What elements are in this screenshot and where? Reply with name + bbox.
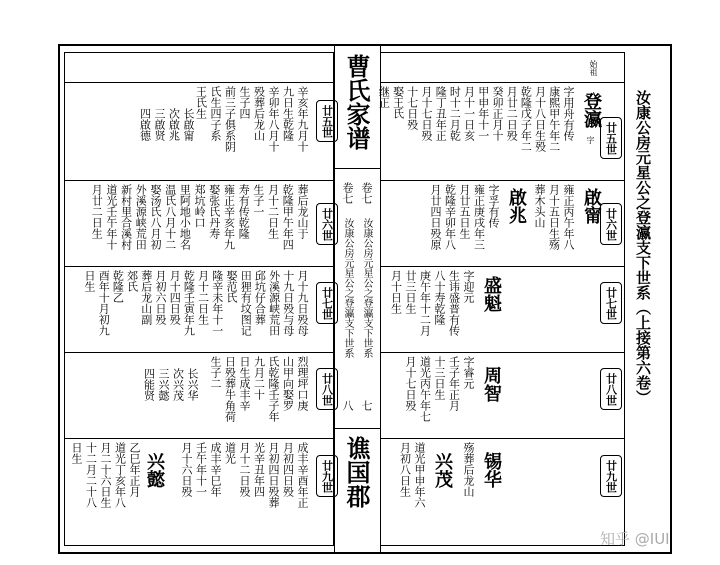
record-text-line: 月十二日生 [196,270,210,325]
record-text-line: 继正 [377,86,391,108]
record-text-line: 三啟贤 [153,108,166,141]
page-number-b: 八 [341,400,354,411]
row-divider [380,82,625,83]
row-divider [380,266,625,267]
record-text-line: 殁葬后龙山 [252,86,266,141]
record-text-line: 月廿四日殁原 [429,184,442,250]
record-text-line: 烈理坪口庚 [296,356,309,411]
record-text-line: 道光壬午年十 [104,184,118,250]
lineage-title-a: 汝康公房元星公之登瀛支下世系 [361,218,372,358]
record-text-line: 月初四日殁葬 [267,442,280,508]
generation-label-27: 廿七世 [600,282,622,324]
generation-label-26: 廿六世 [600,203,622,245]
record-text-line: 长兴华 [186,368,199,401]
record-text-line: 字孚有传 [487,184,500,228]
record-text-line: 十二月二十八 [84,442,98,508]
record-text-line: 葬木头山 [533,184,546,228]
record-text-line: 外溪源峡荒田 [267,270,281,336]
record-text-line: 里阿地小地名 [178,184,192,250]
record-text-line: 成丰辛巳年 [209,442,222,497]
record-text-line: 癸卯正月十 [491,86,504,141]
record-text-line: 殇葬后龙山 [462,442,475,497]
record-text-line: 乾隆戊子年二 [519,86,533,152]
record-text-line: 八十寿乾隆 [433,270,446,325]
record-text-line: 成丰辛酉年正 [296,442,309,508]
record-text-line: 时十二月乾 [448,86,462,141]
record-text-line: 外溪源峡荒田 [134,184,148,250]
record-text-line: 月初四日殁 [281,442,295,497]
person-name-zhouzhi: 周智 [481,366,502,402]
generation-label-29: 廿九世 [316,455,338,497]
person-name-qizhao: 啟兆 [506,188,527,224]
record-text-line: 生讳盛普有传 [447,270,461,336]
row-divider [64,180,334,181]
record-text-line: 娶汤氏八月初 [149,184,162,250]
record-text-line: 新村里合溪村 [119,184,133,250]
record-text-line: 十九日殁与母 [281,270,295,336]
record-text-line: 月十二日生 [266,184,280,239]
record-text-line: 月十九日殁母 [296,270,309,336]
record-text-line: 次兴茂 [171,368,185,401]
volume-label-b: 卷七 [341,182,354,204]
generation-label-29: 廿九世 [600,455,622,497]
generation-label-26: 廿六世 [316,203,338,245]
record-text-line: 乾隆辛卯年八 [443,184,457,250]
record-text-line: 氏乾隆壬子年 [267,356,280,422]
record-text-line: 十七日殁 [405,86,419,130]
record-text-line: 廿三日生 [404,270,417,314]
record-text-line: 九月二十 [252,356,266,400]
person-name-qining: 啟甯 [581,188,602,224]
record-text-line: 道光 [223,442,237,464]
record-text-line: 邱坑仔合葬 [253,270,267,325]
record-text-line: 雍正丙午年八 [562,184,575,250]
row-divider [64,438,334,439]
record-text-line: 日殁葬牛角荷 [223,356,237,422]
record-text-line: 四啟德 [138,108,152,141]
record-text-line: 娶范氏 [225,270,238,303]
row-divider [64,352,334,353]
record-text-line: 辛亥年九月十 [296,86,309,152]
record-text-line: 郊氏 [125,270,139,292]
record-text-line: 字迎元 [462,270,475,303]
person-name-xingyi: 兴懿 [144,452,165,488]
row-divider [380,352,625,353]
record-text-line: 月廿二日生 [90,184,104,239]
record-text-line: 次啟兆 [167,108,181,141]
record-text-line: 壬午年十一 [194,442,208,497]
record-text-line: 康熙甲午年二 [547,86,561,152]
record-text-line: 郑坑岭口 [193,184,207,228]
record-text-line: 光辛丑年四 [252,442,266,497]
generation-label-25: 廿五世 [600,117,622,159]
record-text-line: 娶王氏 [391,86,405,119]
person-name-dengying: 登瀛 [581,92,602,128]
record-text-line: 日生 [83,270,96,292]
volume-label-a: 卷七 [360,182,373,204]
record-text-line: 月初八日生 [398,442,412,497]
record-text-line: 道光丁亥年八 [113,442,127,508]
person-name-shengkui: 盛魁 [481,276,502,312]
record-text-line: 葬后龙山副 [139,270,153,325]
record-text-line: 隆丁丑年正 [434,86,448,141]
record-text-line: 十三日生 [433,356,446,400]
person-name-xingmao: 兴茂 [432,452,453,488]
row-divider [64,266,334,267]
record-text-line: 雍正庚戌年三 [472,184,486,250]
row-divider [64,82,334,83]
generation-label-28: 廿八世 [600,368,622,410]
generation-label-27: 廿七世 [316,282,338,324]
record-text-line: 月十四日殁 [168,270,182,325]
side-title: 汝康公房元星公之登瀛支下世系（上接第六卷） [634,90,652,405]
record-text-line: 庚午年十二月 [418,270,432,336]
spine-line [380,44,381,554]
record-text-line: 生子四 [238,86,251,119]
record-text-line: 四能贤 [142,368,156,401]
row-divider [380,180,625,181]
record-text-line: 月十一日亥 [462,86,476,141]
spine-divider [334,428,380,429]
generation-label-28: 廿八世 [316,368,338,410]
record-text-line: 娶张氏丹寿 [207,184,221,239]
record-text-line: 山甲向娶罗 [281,356,295,411]
record-text-line: 日生成丰辛 [238,356,251,411]
record-text-line: 乙巳年正月 [128,442,141,497]
record-text-line: 月十七日殁 [404,356,417,411]
record-text-line: 寿有传乾隆 [237,184,251,239]
record-text-line: 月十七日殁 [420,86,433,141]
record-text-line: 月廿二日殁 [505,86,519,141]
lineage-title-b: 汝康公房元星公之登瀛支下世系 [342,218,353,358]
record-text-line: 月二十六日生 [99,442,112,508]
record-text-line: 田狸有坟图记 [239,270,253,336]
person-name-xihua: 锡华 [481,452,502,488]
record-text-line: 壬子年正月 [447,356,461,411]
record-text-line: 乾隆壬寅年九 [182,270,196,336]
record-text-line: 王氏生 [194,86,208,119]
record-text-line: 辛卯年八月十 [267,86,280,152]
record-text-line: 乾隆甲午年四 [281,184,295,250]
biography-tag: 字 [586,136,595,144]
record-text-line: 九日生乾隆 [281,86,295,141]
spine-divider [334,168,380,169]
record-text-line: 生子一 [251,184,265,217]
row-divider [380,438,625,439]
record-text-line: 葬后龙山于 [296,184,309,239]
record-text-line: 生子二 [209,356,222,389]
record-text-line: 雍正辛亥年九 [222,184,236,250]
record-text-line: 酉年十月初九 [97,270,111,336]
record-text-line: 字睿元 [462,356,475,389]
record-text-line: 日生 [70,442,83,464]
record-text-line: 氏生四子系 [209,86,222,141]
record-text-line: 月十五日生殇 [547,184,561,250]
record-text-line: 月十八日生殁 [533,86,547,152]
record-text-line: 月十六日殁 [180,442,193,497]
top-note: 始祖 [589,60,598,76]
book-title: 曹氏家谱 [342,54,371,150]
record-text-line: 道光丙午年七 [418,356,432,422]
record-text-line: 月十日生 [389,270,403,314]
record-text-line: 月初六日殁 [154,270,167,325]
record-text-line: 三兴懿 [157,368,170,401]
record-text-line: 隆辛未年十一 [210,270,224,336]
record-text-line: 长啟甯 [182,108,195,141]
page-number-a: 七 [360,400,373,411]
record-text-line: 月十二日殁 [238,442,251,497]
watermark: 知乎 @IUI [600,530,670,548]
district-title: 谯国郡 [342,436,371,508]
record-text-line: 前三子俱系阴 [223,86,237,152]
record-text-line: 字用舟有传 [562,86,575,141]
generation-label-25: 廿五世 [316,100,338,142]
record-text-line: 乾隆乙 [111,270,125,303]
record-text-line: 甲申年十一 [476,86,490,141]
record-text-line: 温氏八月十二 [163,184,177,250]
record-text-line: 道光甲申年六 [413,442,426,508]
record-text-line: 月廿五日生 [458,184,471,239]
